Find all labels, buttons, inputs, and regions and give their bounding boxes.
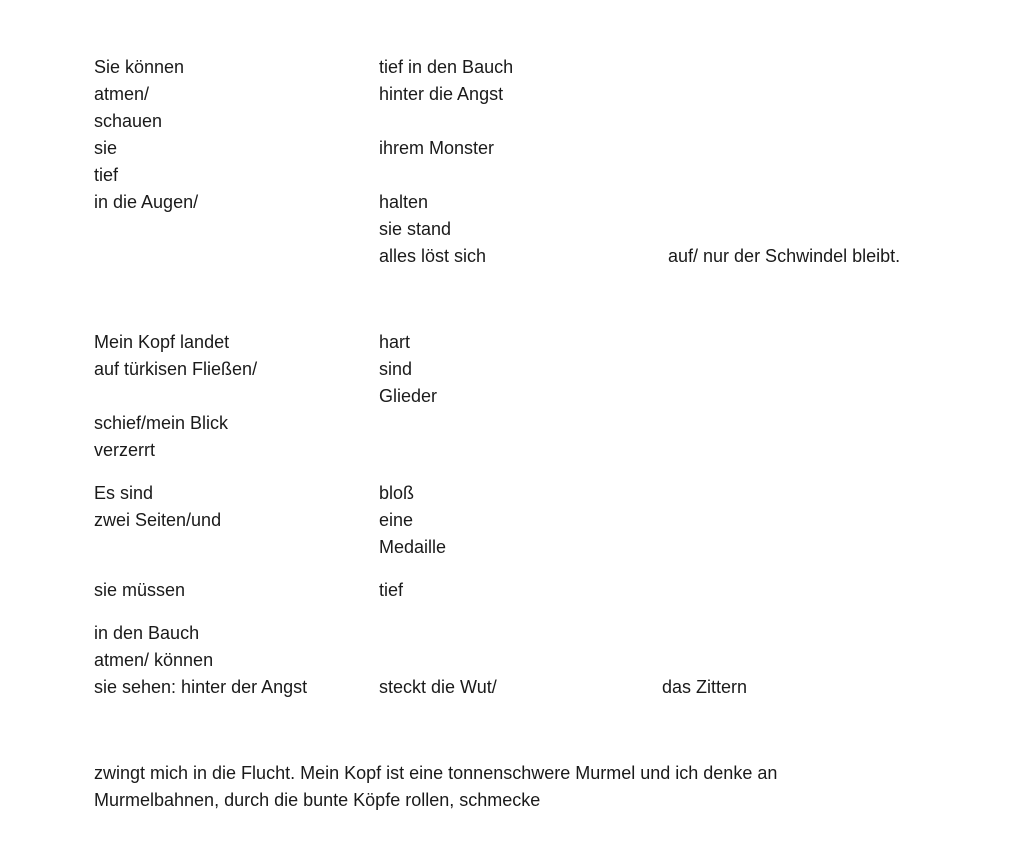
poem-line: sie [94,138,118,158]
poem-line: tief [379,580,404,600]
poem-line: ihrem Monster [379,138,495,158]
poem-line: Medaille [379,537,447,557]
poem-line: Glieder [379,386,438,406]
poem-line: schauen [94,111,163,131]
poem-line: atmen/ können [94,650,214,670]
poem-line: sie müssen [94,580,186,600]
poem-line: Es sind [94,483,154,503]
poem-line: in die Augen/ [94,192,199,212]
poem-line: atmen/ [94,84,150,104]
poem-line: in den Bauch [94,623,200,643]
poem-line: sind [379,359,413,379]
poem-line: tief [94,165,119,185]
poem-line: auf/ nur der Schwindel bleibt. [668,246,901,266]
poem-line: schief/mein Blick [94,413,229,433]
poem-line: hart [379,332,411,352]
poem-line: sie stand [379,219,452,239]
poem-line: auf türkisen Fließen/ [94,359,258,379]
prose-paragraph [94,760,954,814]
poem-line: zwei Seiten/und [94,510,222,530]
poem-line: tief in den Bauch [379,57,514,77]
poem-line: verzerrt [94,440,156,460]
poem-line: eine [379,510,414,530]
poem-line: halten [379,192,429,212]
poem-line: bloß [379,483,415,503]
poem-line: steckt die Wut/ [379,677,497,697]
prose-line: zwingt mich in die Flucht. Mein Kopf ist eine tonnenschwere Murmel und ich denke an [94,763,778,783]
poem-line: Sie können [94,57,185,77]
poem-line: sie sehen: hinter der Angst [94,677,308,697]
poem-line: hinter die Angst [379,84,504,104]
prose-line: Murmelbahnen, durch die bunte Köpfe rollen, schmecke [94,790,541,810]
poem-line: das Zittern [662,677,748,697]
poem-line: alles löst sich [379,246,487,266]
poem-line: Mein Kopf landet [94,332,230,352]
